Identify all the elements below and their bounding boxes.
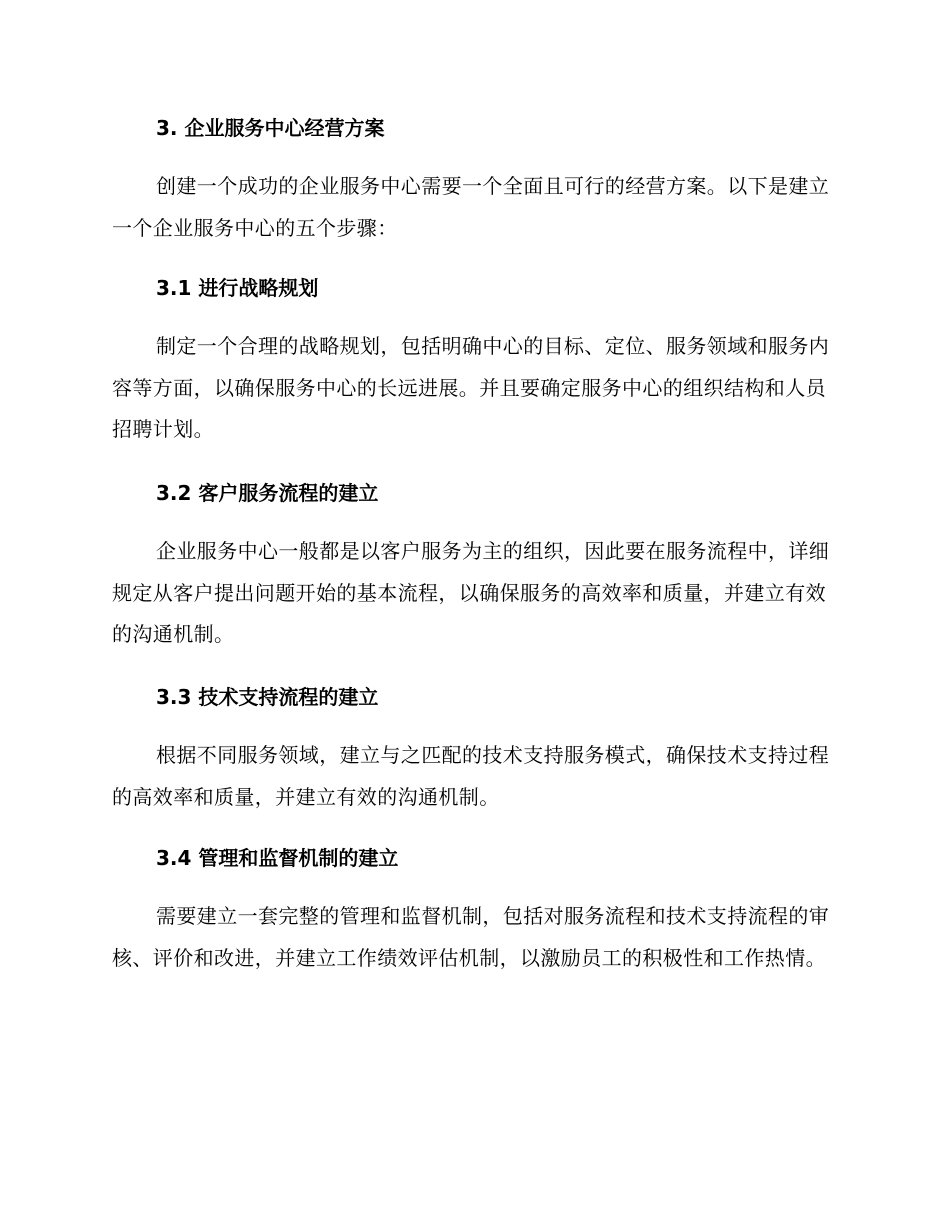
subsection-body-3-3: 根据不同服务领域，建立与之匹配的技术支持服务模式，确保技术支持过程的高效率和质量，并建立有效的沟通机制。 — [112, 743, 830, 809]
subsection-heading-3-4: 3.4 管理和监督机制的建立 — [156, 846, 399, 870]
subsection-heading-3-1: 3.1 进行战略规划 — [156, 276, 319, 300]
subsection-body-3-4: 需要建立一套完整的管理和监督机制，包括对服务流程和技术支持流程的审核、评价和改进，并建立工作绩效评估机制，以激励员工的积极性和工作热情。 — [112, 904, 830, 970]
section-title: 3. 企业服务中心经营方案 — [156, 116, 385, 140]
intro-paragraph: 创建一个成功的企业服务中心需要一个全面且可行的经营方案。以下是建立一个企业服务中心的五个步骤： — [112, 174, 830, 240]
subsection-body-3-2: 企业服务中心一般都是以客户服务为主的组织，因此要在服务流程中，详细规定从客户提出问题开始的基本流程，以确保服务的高效率和质量，并建立有效的沟通机制。 — [112, 539, 830, 646]
subsection-heading-3-3: 3.3 技术支持流程的建立 — [156, 685, 379, 709]
subsection-heading-3-2: 3.2 客户服务流程的建立 — [156, 481, 379, 505]
subsection-body-3-1: 制定一个合理的战略规划，包括明确中心的目标、定位、服务领域和服务内容等方面，以确保服务中心的长远进展。并且要确定服务中心的组织结构和人员招聘计划。 — [112, 334, 830, 441]
